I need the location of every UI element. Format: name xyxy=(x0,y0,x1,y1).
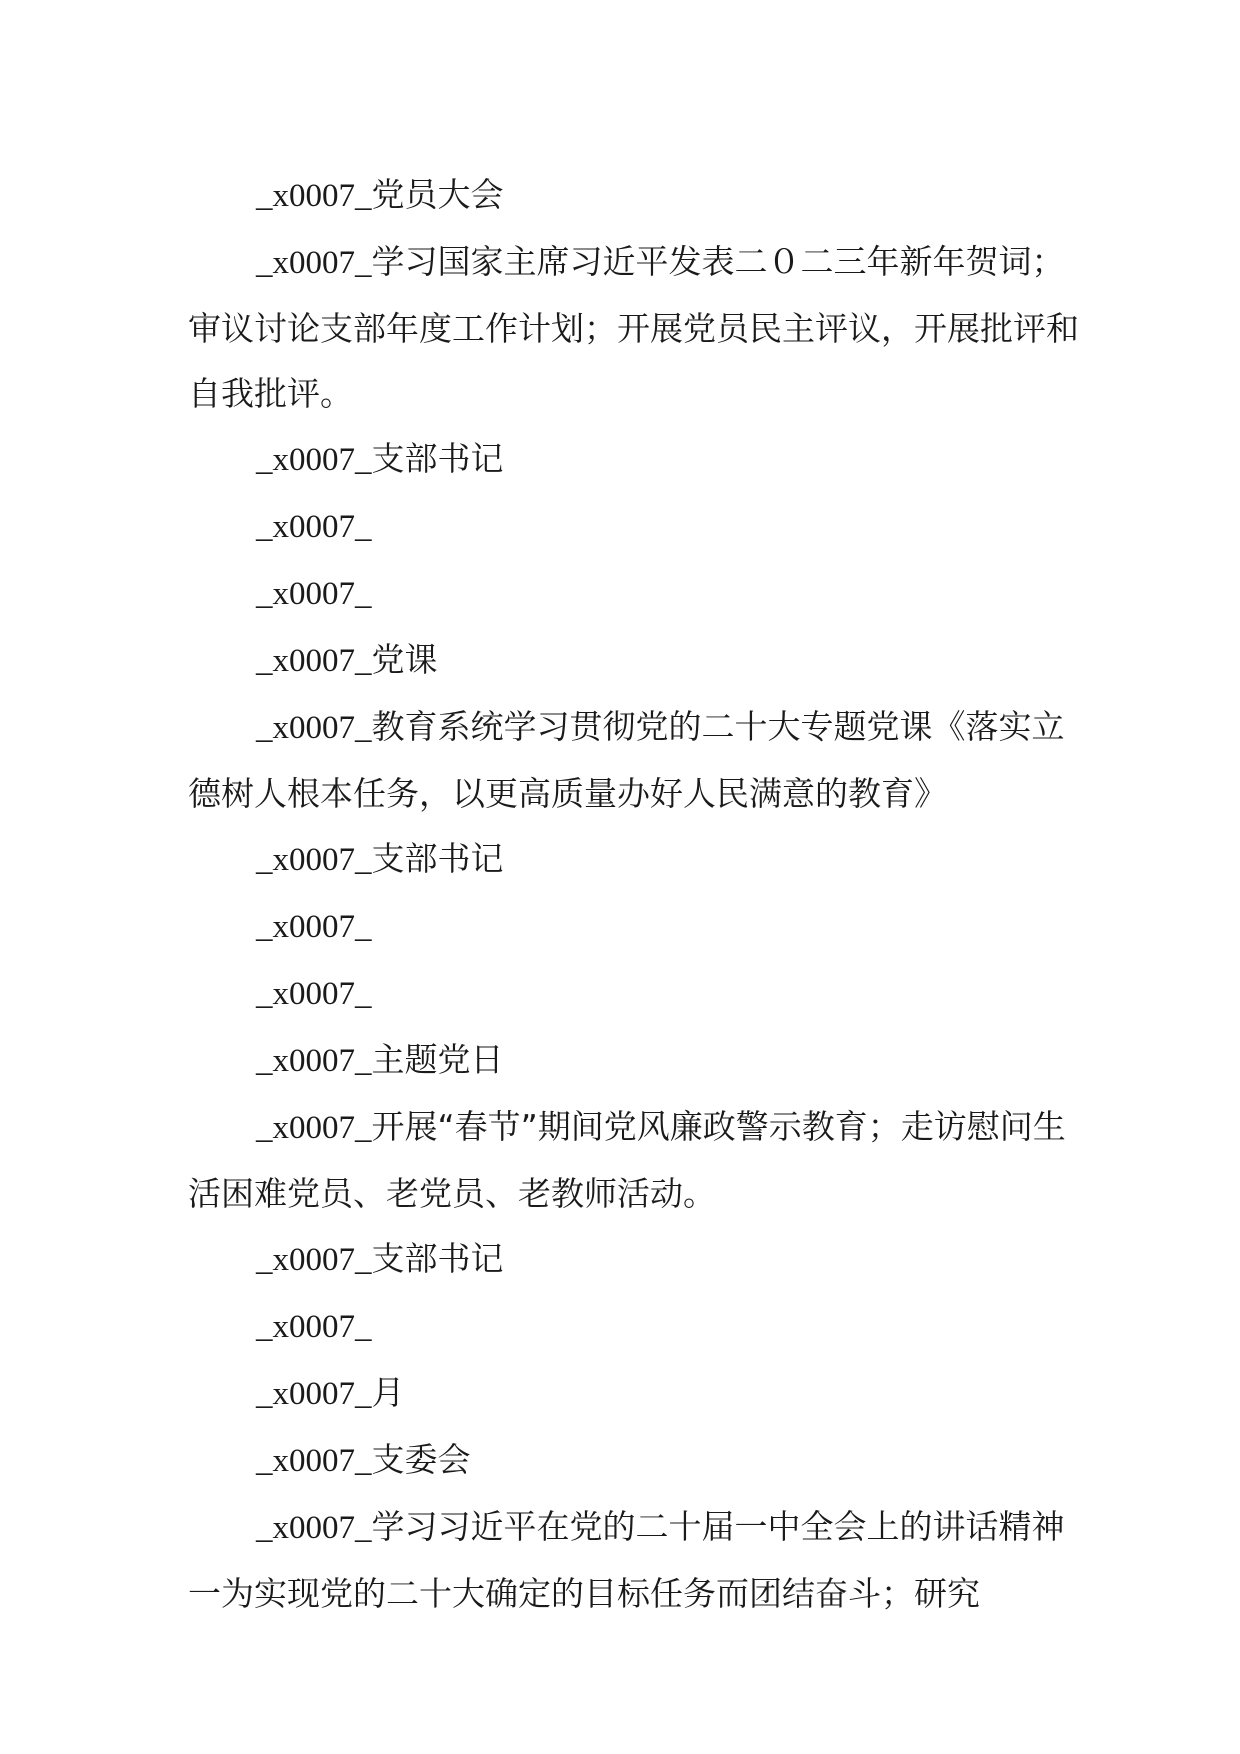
paragraph-text: 支部书记 xyxy=(371,839,504,878)
paragraph-text: 党员大会 xyxy=(371,175,504,214)
control-marker: _x0007_ xyxy=(256,909,372,945)
control-marker: _x0007_ xyxy=(256,442,372,478)
control-marker: _x0007_ xyxy=(256,1110,372,1146)
paragraph-text: 月 xyxy=(371,1373,405,1412)
paragraph xyxy=(188,560,1088,627)
paragraph xyxy=(188,229,1088,426)
paragraph-text: 主题党日 xyxy=(371,1040,504,1079)
paragraph xyxy=(188,1094,1088,1226)
paragraph xyxy=(188,162,1088,229)
paragraph xyxy=(188,627,1088,694)
paragraph-text: 支委会 xyxy=(371,1440,471,1479)
control-marker: _x0007_ xyxy=(256,245,372,281)
paragraph-text: 党课 xyxy=(371,640,438,679)
paragraph xyxy=(188,493,1088,560)
control-marker: _x0007_ xyxy=(256,710,372,746)
paragraph xyxy=(188,1427,1088,1494)
paragraph-text: 开展“春节”期间党风廉政警示教育；走访慰问生活困难党员、老党员、老教师活动。 xyxy=(188,1107,1066,1213)
control-marker: _x0007_ xyxy=(256,1043,372,1079)
paragraph-text: 学习国家主席习近平发表二０二三年新年贺词；审议讨论支部年度工作计划；开展党员民主评议，开展批评和自我批评。 xyxy=(188,242,1079,413)
control-marker: _x0007_ xyxy=(256,1309,372,1345)
control-marker: _x0007_ xyxy=(256,976,372,1012)
control-marker: _x0007_ xyxy=(256,576,372,612)
paragraph xyxy=(188,1027,1088,1094)
paragraph xyxy=(188,1226,1088,1293)
control-marker: _x0007_ xyxy=(256,178,372,214)
control-marker: _x0007_ xyxy=(256,509,372,545)
paragraph xyxy=(188,826,1088,893)
document-body xyxy=(188,162,1088,1626)
paragraph-text: 支部书记 xyxy=(371,439,504,478)
control-marker: _x0007_ xyxy=(256,842,372,878)
paragraph xyxy=(188,1360,1088,1427)
paragraph-text: 学习习近平在党的二十届一中全会上的讲话精神一为实现党的二十大确定的目标任务而团结奋斗；研究 xyxy=(188,1507,1065,1613)
paragraph xyxy=(188,1494,1088,1626)
paragraph xyxy=(188,1293,1088,1360)
paragraph-text: 支部书记 xyxy=(371,1239,504,1278)
paragraph xyxy=(188,893,1088,960)
paragraph xyxy=(188,960,1088,1027)
control-marker: _x0007_ xyxy=(256,1443,372,1479)
control-marker: _x0007_ xyxy=(256,1510,372,1546)
paragraph-text: 教育系统学习贯彻党的二十大专题党课《落实立德树人根本任务，以更高质量办好人民满意的教育》 xyxy=(188,707,1065,813)
control-marker: _x0007_ xyxy=(256,1242,372,1278)
paragraph xyxy=(188,426,1088,493)
control-marker: _x0007_ xyxy=(256,1376,372,1412)
paragraph xyxy=(188,694,1088,826)
control-marker: _x0007_ xyxy=(256,643,372,679)
